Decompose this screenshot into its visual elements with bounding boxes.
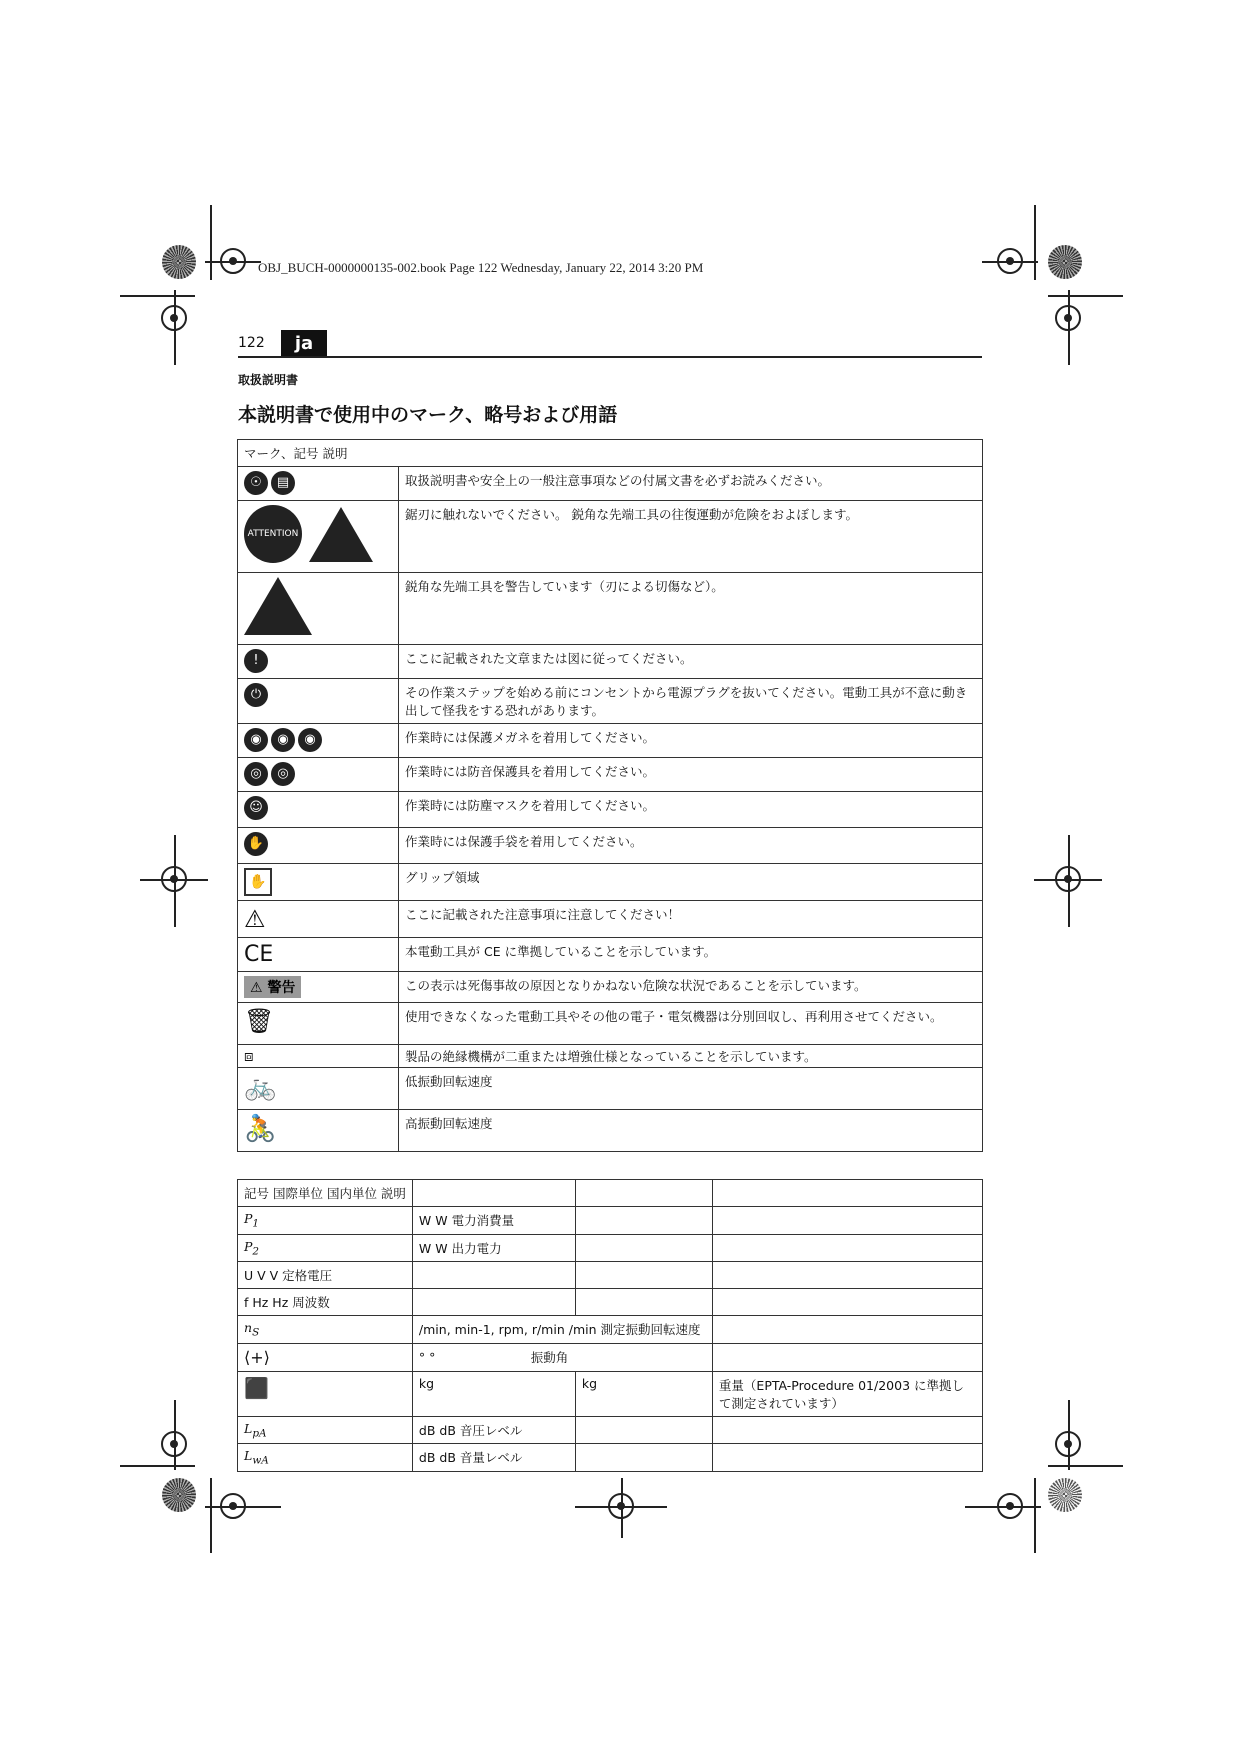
table-row (238, 645, 983, 679)
table-row (238, 573, 983, 645)
symbol-description: 本電動工具が CE に準拠していることを示しています。 (399, 938, 983, 972)
attention-blade-icon: ATTENTION (244, 505, 302, 563)
table-row (238, 1003, 983, 1045)
color-wheel-icon (162, 245, 196, 279)
unit-cell (575, 1262, 712, 1289)
unit-cell (575, 1234, 712, 1262)
table-header: 記号 国際単位 国内単位 説明 (238, 1180, 413, 1207)
symbol-description: 低振動回転速度 (399, 1068, 983, 1110)
table-row (238, 1444, 983, 1472)
crop-mark-top-right-v (1034, 205, 1036, 280)
unit-cell (575, 1207, 712, 1235)
table-row (238, 1343, 983, 1371)
unit-cell: /min, min-1, rpm, r/min /min 測定振動回転速度 (412, 1316, 712, 1344)
crop-mark-left-h (120, 295, 195, 297)
symbol-description: ここに記載された注意事項に注意してください！ (399, 901, 983, 938)
symbol-description: この表示は死傷事故の原因となりかねない危険な状況であることを示しています。 (399, 972, 983, 1003)
registration-mark-line (174, 835, 176, 927)
symbol-description: 使用できなくなった電動工具やその他の電子・電気機器は分別回収し、再利用させてください。 (399, 1003, 983, 1045)
page-number: 122 (238, 335, 265, 351)
table-row (238, 1207, 983, 1235)
table-row (238, 501, 983, 573)
table-row (238, 1416, 983, 1444)
unit-cell: dB dB 音圧レベル (412, 1416, 575, 1444)
symbol-description: 作業時には防塵マスクを着用してください。 (399, 792, 983, 828)
safety-glasses-icon: ◉ (244, 728, 268, 752)
table-row (238, 938, 983, 972)
registration-mark-line (1068, 290, 1070, 365)
table-row (238, 467, 983, 501)
unit-cell: kg (412, 1371, 575, 1416)
symbol-description: その作業ステップを始める前にコンセントから電源プラグを抜いてください。電動工具が不意に動き出して怪我をする恐れがあります。 (399, 679, 983, 724)
sharp-tool-warning-icon (244, 577, 312, 635)
unit-cell: U V V 定格電圧 (238, 1262, 413, 1289)
unit-symbol: $P_1$ (244, 1211, 260, 1230)
weee-bin-icon: 🗑 (244, 1007, 275, 1035)
symbol-description: 作業時には保護メガネを着用してください。 (399, 724, 983, 758)
crop-mark-bottom-left-h (120, 1465, 195, 1467)
unit-cell (575, 1416, 712, 1444)
unit-cell (712, 1444, 982, 1472)
unit-cell (412, 1262, 575, 1289)
table-row (238, 901, 983, 938)
unit-symbol: $L_{pA}$ (244, 1420, 267, 1439)
color-wheel-icon (1048, 245, 1082, 279)
header-rule (238, 356, 982, 358)
unit-cell: W W 出力電力 (412, 1234, 575, 1262)
unit-cell (412, 1289, 575, 1316)
ear-protection-icon: ◎ (271, 762, 295, 786)
registration-mark-line (205, 261, 261, 263)
unit-cell: ° ° 振動角 (412, 1343, 712, 1371)
unit-cell: kg (575, 1371, 712, 1416)
table-row (238, 972, 983, 1003)
table-row (238, 828, 983, 864)
page-title: 本説明書で使用中のマーク、略号および用語 (238, 404, 618, 426)
symbol-description: 製品の絶縁機構が二重または増強仕様となっていることを示しています。 (399, 1045, 983, 1068)
unit-symbol: $n_S$ (244, 1320, 260, 1339)
oscillation-angle-icon: ⟨+⟩ (244, 1347, 270, 1367)
symbol-description: グリップ領域 (399, 864, 983, 901)
table-row (238, 758, 983, 792)
table-row (238, 1316, 983, 1344)
unit-cell (712, 1207, 982, 1235)
registration-mark-line (1068, 835, 1070, 927)
grip-area-icon: ✋ (244, 868, 272, 896)
book-info-line: OBJ_BUCH-0000000135-002.book Page 122 Wednesday, January 22, 2014 3:20 PM (258, 260, 704, 275)
weight-icon: ⬛ (244, 1375, 269, 1400)
warning-label-text: 警告 (267, 980, 296, 996)
table-row (238, 1110, 983, 1152)
symbol-description: 高振動回転速度 (399, 1110, 983, 1152)
unit-cell (712, 1343, 982, 1371)
warning-label-icon: ⚠ 警告 (244, 976, 301, 998)
read-manual-icon: ☉ (244, 471, 268, 495)
table-row (238, 1234, 983, 1262)
crop-mark-top-left-v (210, 205, 212, 280)
color-wheel-icon (162, 1478, 196, 1512)
symbol-description: 作業時には保護手袋を着用してください。 (399, 828, 983, 864)
gloves-icon: ✋ (244, 832, 268, 856)
low-speed-bike-icon: 🚲 (244, 1072, 277, 1102)
table-row (238, 864, 983, 901)
registration-mark-line (621, 1478, 623, 1538)
table-row (238, 1289, 983, 1316)
table-row (238, 1371, 983, 1416)
unit-cell (575, 1444, 712, 1472)
registration-mark-line (965, 1506, 1041, 1508)
ear-protection-icon: ◎ (244, 762, 268, 786)
unit-cell (712, 1289, 982, 1316)
unit-cell: 重量（EPTA-Procedure 01/2003 に準拠して測定されています） (712, 1371, 982, 1416)
sharp-tool-warning-icon (309, 507, 373, 562)
units-table (237, 1179, 983, 1472)
dust-mask-icon: ☺ (244, 796, 268, 820)
unit-symbol: $L_{wA}$ (244, 1448, 269, 1467)
table-row (238, 1045, 983, 1068)
crop-mark-bottom-left-v (210, 1478, 212, 1553)
registration-mark-line (174, 290, 176, 365)
unit-cell (575, 1289, 712, 1316)
symbol-description: 鋸刃に触れないでください。 鋭角な先端工具の往復運動が危険をおよぼします。 (399, 501, 983, 573)
section-label: 取扱説明書 (238, 373, 299, 387)
unit-cell: W W 電力消費量 (412, 1207, 575, 1235)
registration-mark-line (205, 1506, 281, 1508)
caution-triangle-icon: ⚠ (244, 905, 266, 933)
table-header: マーク、記号 説明 (238, 440, 983, 467)
color-wheel-icon (1048, 1478, 1082, 1512)
crop-mark-bottom-right-h (1048, 1465, 1123, 1467)
symbol-description: 取扱説明書や安全上の一般注意事項などの付属文書を必ずお読みください。 (399, 467, 983, 501)
double-insulation-icon: ⧈ (244, 1047, 254, 1065)
exclamation-icon: ! (244, 649, 268, 673)
goggles-icon: ◉ (298, 728, 322, 752)
symbol-description: 作業時には防音保護具を着用してください。 (399, 758, 983, 792)
crop-mark-bottom-right-v (1034, 1478, 1036, 1553)
unit-cell (712, 1262, 982, 1289)
language-tab: ja (281, 330, 327, 357)
unit-symbol: $P_2$ (244, 1238, 260, 1257)
crop-mark-right-h (1048, 295, 1123, 297)
registration-mark-line (982, 261, 1038, 263)
unit-cell (712, 1316, 982, 1344)
face-shield-icon: ◉ (271, 728, 295, 752)
unplug-icon: ⏻ (244, 683, 268, 707)
table-header-row (238, 440, 983, 467)
symbol-description: ここに記載された文章または図に従ってください。 (399, 645, 983, 679)
table-header-row (238, 1180, 983, 1207)
unit-cell (712, 1234, 982, 1262)
symbol-description: 鋭角な先端工具を警告しています（刃による切傷など）。 (399, 573, 983, 645)
ce-mark-icon: CE (244, 942, 274, 967)
table-row (238, 679, 983, 724)
book-icon: ▤ (271, 471, 295, 495)
registration-mark-line (1068, 1400, 1070, 1470)
unit-cell: dB dB 音量レベル (412, 1444, 575, 1472)
table-row (238, 792, 983, 828)
symbols-table (237, 439, 983, 1152)
table-row (238, 724, 983, 758)
table-row (238, 1262, 983, 1289)
table-row (238, 1068, 983, 1110)
high-speed-bike-icon: 🚴 (244, 1114, 277, 1144)
registration-mark-line (174, 1400, 176, 1470)
unit-cell (712, 1416, 982, 1444)
unit-cell: f Hz Hz 周波数 (238, 1289, 413, 1316)
